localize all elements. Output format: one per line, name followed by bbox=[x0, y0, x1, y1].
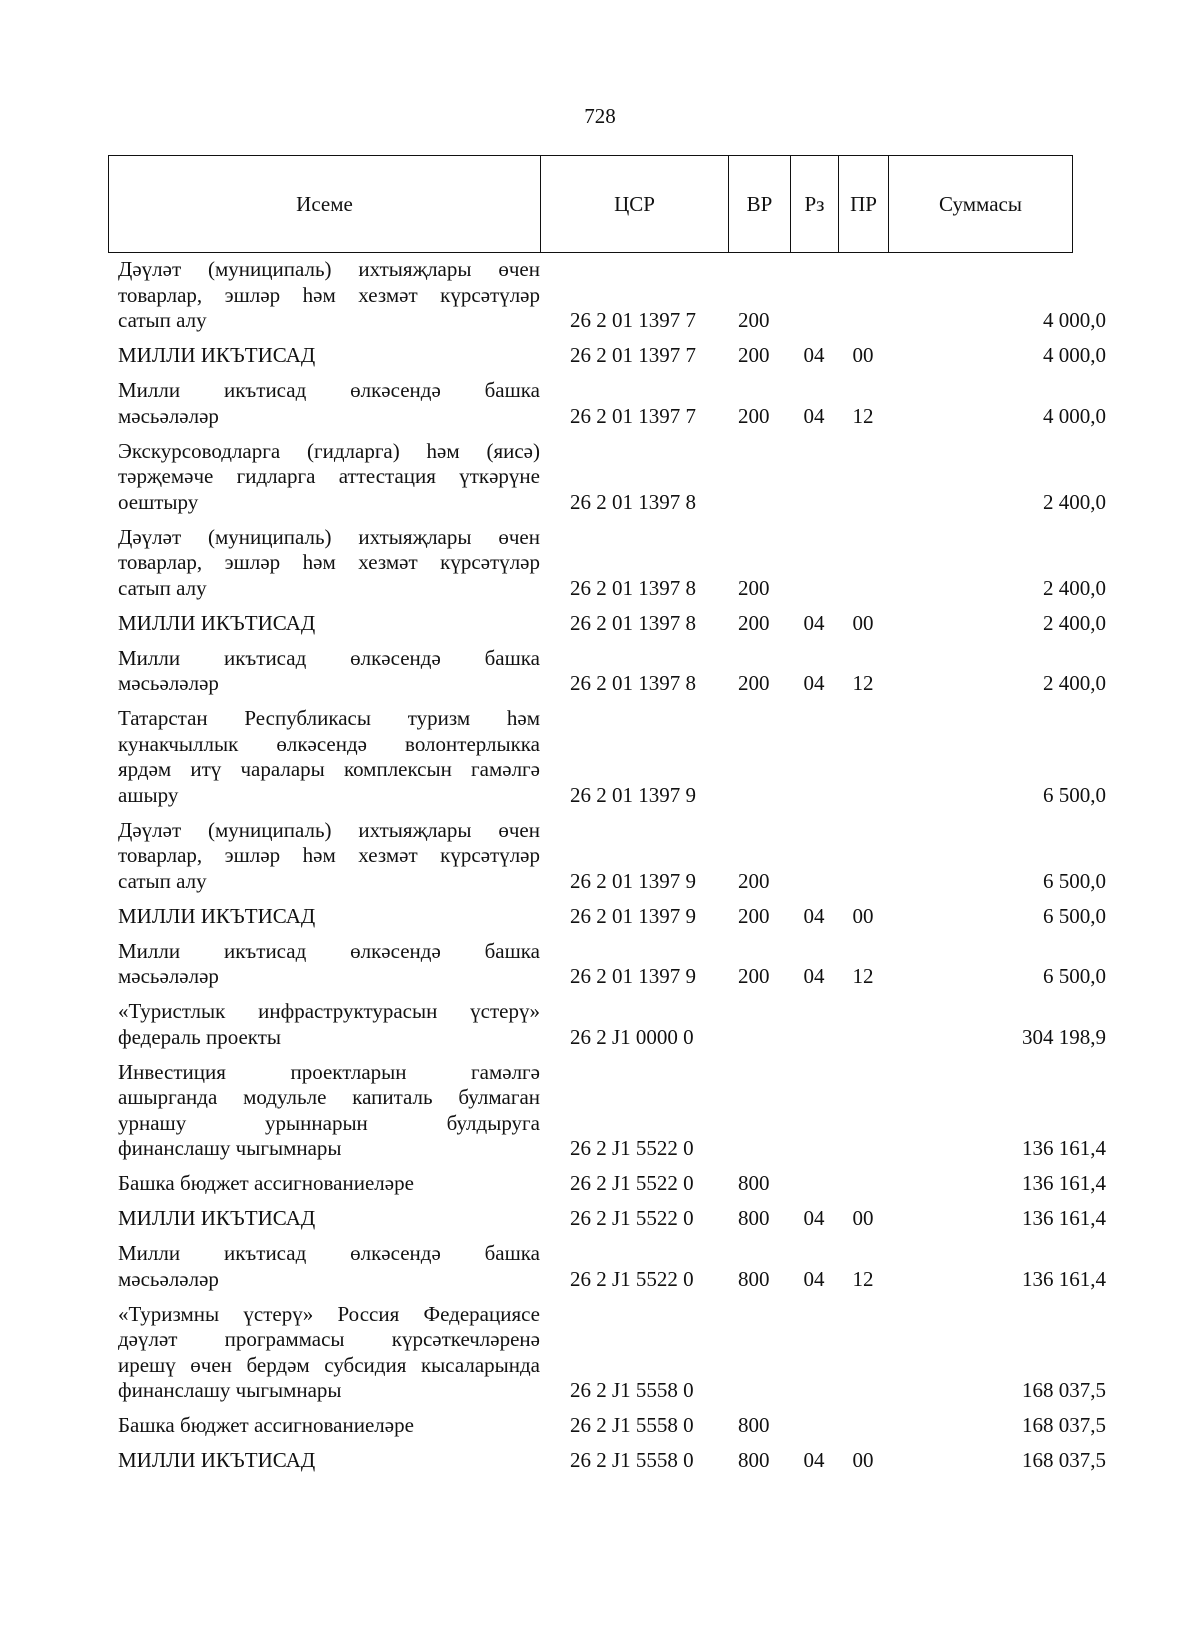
page-number: 728 bbox=[584, 104, 616, 128]
table-row bbox=[108, 706, 1118, 808]
row-name-line: финанслашу чыгымнары bbox=[118, 1136, 342, 1160]
row-csr: 26 2 01 1397 9 bbox=[570, 868, 696, 893]
row-vr: 200 bbox=[738, 903, 770, 928]
row-name bbox=[108, 1448, 540, 1474]
row-name-line: Милли икътисад өлкәсендә башка bbox=[118, 378, 540, 402]
row-name-line: товарлар, эшләр һәм хезмәт күрсәтүләр bbox=[118, 282, 540, 307]
table-row bbox=[108, 1060, 1118, 1162]
row-name-line: тәрҗемәче гидларга аттестация үткәрүне bbox=[118, 464, 540, 488]
row-pr: 00 bbox=[852, 1206, 874, 1230]
table-row bbox=[108, 378, 1118, 429]
row-name bbox=[108, 1171, 540, 1197]
row-name-line: сатып алу bbox=[118, 308, 207, 332]
row-name-line: Милли икътисад өлкәсендә башка bbox=[118, 1241, 540, 1265]
row-sum: 136 161,4 bbox=[1022, 1206, 1106, 1230]
row-name-line: Экскурсоводларга (гидларга) һәм (яисә) bbox=[118, 438, 540, 463]
row-name-line: МИЛЛИ ИКЪТИСАД bbox=[118, 610, 316, 635]
row-sum: 304 198,9 bbox=[1022, 1024, 1106, 1049]
row-sum: 6 500,0 bbox=[1043, 903, 1106, 928]
row-vr: 200 bbox=[738, 308, 770, 332]
row-csr: 26 2 01 1397 7 bbox=[570, 403, 696, 428]
row-name-line: Башка бюджет ассигнованиеләре bbox=[118, 1171, 414, 1195]
table-row bbox=[108, 611, 1118, 637]
row-rz: 04 bbox=[803, 1448, 825, 1472]
table-row bbox=[108, 1448, 1118, 1474]
row-sum: 4 000,0 bbox=[1043, 403, 1106, 428]
row-sum: 4 000,0 bbox=[1043, 343, 1106, 367]
table-header bbox=[108, 155, 1073, 253]
row-sum: 168 037,5 bbox=[1022, 1448, 1106, 1472]
row-name-line: финанслашу чыгымнары bbox=[118, 1378, 342, 1402]
row-csr: 26 2 01 1397 9 bbox=[570, 964, 696, 988]
row-sum: 2 400,0 bbox=[1043, 610, 1106, 635]
row-vr: 200 bbox=[738, 610, 770, 635]
row-name bbox=[108, 999, 540, 1050]
row-name-line: ярдәм итү чаралары комплексын гамәлгә bbox=[118, 757, 540, 781]
row-name bbox=[108, 343, 540, 369]
row-sum: 4 000,0 bbox=[1043, 308, 1106, 332]
row-name-line: МИЛЛИ ИКЪТИСАД bbox=[118, 1206, 316, 1230]
row-name-line: урнашу урыннарын булдыруга bbox=[118, 1110, 540, 1135]
row-pr: 00 bbox=[852, 610, 874, 635]
row-vr: 200 bbox=[738, 868, 770, 893]
row-rz: 04 bbox=[803, 610, 825, 635]
row-rz: 04 bbox=[803, 964, 825, 988]
row-name-line: сатып алу bbox=[118, 575, 207, 600]
table-row bbox=[108, 1241, 1118, 1292]
row-name-line: сатып алу bbox=[118, 868, 207, 893]
row-sum: 2 400,0 bbox=[1043, 671, 1106, 695]
header-pr: ПР bbox=[839, 156, 889, 253]
row-vr: 200 bbox=[738, 343, 770, 367]
row-name-line: Милли икътисад өлкәсендә башка bbox=[118, 938, 540, 963]
row-vr: 200 bbox=[738, 964, 770, 988]
table-row bbox=[108, 939, 1118, 990]
row-name bbox=[108, 525, 540, 602]
row-name bbox=[108, 904, 540, 930]
row-sum: 6 500,0 bbox=[1043, 964, 1106, 988]
row-sum: 168 037,5 bbox=[1022, 1413, 1106, 1437]
row-name-line: дәүләт программасы күрсәткечләренә bbox=[118, 1327, 540, 1351]
table-body bbox=[108, 257, 1118, 1483]
row-pr: 12 bbox=[852, 671, 874, 695]
row-csr: 26 2 J1 0000 0 bbox=[570, 1024, 694, 1049]
table-row bbox=[108, 646, 1118, 697]
row-name-line: мәсьәләләр bbox=[118, 1266, 219, 1291]
row-name bbox=[108, 611, 540, 637]
row-pr: 00 bbox=[852, 1448, 874, 1472]
table-row bbox=[108, 904, 1118, 930]
row-name-line: Дәүләт (муниципаль) ихтыяҗлары өчен bbox=[118, 524, 540, 549]
row-vr: 800 bbox=[738, 1171, 770, 1195]
row-pr: 00 bbox=[852, 903, 874, 928]
row-name-line: ирешү өчен бердәм субсидия кысаларында bbox=[118, 1352, 540, 1377]
row-name-line: Милли икътисад өлкәсендә башка bbox=[118, 645, 540, 670]
row-csr: 26 2 J1 5558 0 bbox=[570, 1448, 694, 1472]
row-name-line: МИЛЛИ ИКЪТИСАД bbox=[118, 343, 316, 367]
row-name bbox=[108, 1413, 540, 1439]
row-name-line: мәсьәләләр bbox=[118, 671, 219, 695]
row-rz: 04 bbox=[803, 403, 825, 428]
row-vr: 800 bbox=[738, 1413, 770, 1437]
row-name-line: ашырганда модульле капиталь булмаган bbox=[118, 1085, 540, 1109]
row-name-line: мәсьәләләр bbox=[118, 403, 219, 428]
row-name-line: кунакчыллык өлкәсендә волонтерлыкка bbox=[118, 731, 540, 756]
row-sum: 136 161,4 bbox=[1022, 1136, 1106, 1160]
header-sum: Суммасы bbox=[889, 156, 1073, 253]
row-name-line: ашыру bbox=[118, 782, 179, 807]
row-name bbox=[108, 706, 540, 808]
row-name bbox=[108, 1302, 540, 1404]
row-csr: 26 2 01 1397 9 bbox=[570, 903, 696, 928]
row-csr: 26 2 J1 5558 0 bbox=[570, 1378, 694, 1402]
row-csr: 26 2 J1 5522 0 bbox=[570, 1136, 694, 1160]
table-row bbox=[108, 343, 1118, 369]
row-csr: 26 2 01 1397 8 bbox=[570, 671, 696, 695]
row-name-line: федераль проекты bbox=[118, 1024, 281, 1049]
row-csr: 26 2 J1 5522 0 bbox=[570, 1206, 694, 1230]
row-name-line: мәсьәләләр bbox=[118, 964, 219, 988]
row-sum: 136 161,4 bbox=[1022, 1171, 1106, 1195]
row-name-line: Башка бюджет ассигнованиеләре bbox=[118, 1413, 414, 1437]
row-csr: 26 2 01 1397 7 bbox=[570, 308, 696, 332]
row-name-line: Дәүләт (муниципаль) ихтыяҗлары өчен bbox=[118, 257, 540, 281]
row-pr: 12 bbox=[852, 964, 874, 988]
row-rz: 04 bbox=[803, 903, 825, 928]
row-csr: 26 2 01 1397 8 bbox=[570, 489, 696, 514]
row-name-line: «Туристлык инфраструктурасын үстерү» bbox=[118, 999, 540, 1023]
row-name bbox=[108, 1060, 540, 1162]
row-name-line: товарлар, эшләр һәм хезмәт күрсәтүләр bbox=[118, 843, 540, 867]
row-vr: 200 bbox=[738, 575, 770, 600]
table-row bbox=[108, 525, 1118, 602]
table-row bbox=[108, 1413, 1118, 1439]
table-row bbox=[108, 1171, 1118, 1197]
row-name-line: Дәүләт (муниципаль) ихтыяҗлары өчен bbox=[118, 817, 540, 842]
row-csr: 26 2 J1 5522 0 bbox=[570, 1266, 694, 1291]
row-name-line: МИЛЛИ ИКЪТИСАД bbox=[118, 1448, 316, 1472]
table-row bbox=[108, 439, 1118, 516]
table-row bbox=[108, 818, 1118, 895]
row-sum: 6 500,0 bbox=[1043, 782, 1106, 807]
row-name bbox=[108, 818, 540, 895]
row-name bbox=[108, 1241, 540, 1292]
row-name-line: оештыру bbox=[118, 489, 199, 514]
header-vr: ВР bbox=[729, 156, 791, 253]
row-sum: 6 500,0 bbox=[1043, 868, 1106, 893]
table-row bbox=[108, 1302, 1118, 1404]
row-vr: 200 bbox=[738, 403, 770, 428]
row-rz: 04 bbox=[803, 343, 825, 367]
row-name-line: Инвестиция проектларын гамәлгә bbox=[118, 1059, 540, 1084]
header-rz: Рз bbox=[791, 156, 839, 253]
row-name-line: «Туризмны үстерү» Россия Федерациясе bbox=[118, 1301, 540, 1326]
row-name-line: Татарстан Республикасы туризм һәм bbox=[118, 706, 540, 730]
row-sum: 136 161,4 bbox=[1022, 1266, 1106, 1291]
row-vr: 200 bbox=[738, 671, 770, 695]
row-name bbox=[108, 939, 540, 990]
table-row bbox=[108, 257, 1118, 334]
row-name bbox=[108, 646, 540, 697]
row-rz: 04 bbox=[803, 671, 825, 695]
row-vr: 800 bbox=[738, 1206, 770, 1230]
row-rz: 04 bbox=[803, 1206, 825, 1230]
row-pr: 12 bbox=[852, 1266, 874, 1291]
row-sum: 2 400,0 bbox=[1043, 489, 1106, 514]
table-row bbox=[108, 1206, 1118, 1232]
row-pr: 12 bbox=[852, 403, 874, 428]
row-name bbox=[108, 1206, 540, 1232]
row-csr: 26 2 01 1397 9 bbox=[570, 782, 696, 807]
row-sum: 2 400,0 bbox=[1043, 575, 1106, 600]
row-rz: 04 bbox=[803, 1266, 825, 1291]
row-csr: 26 2 J1 5522 0 bbox=[570, 1171, 694, 1195]
row-name-line: товарлар, эшләр һәм хезмәт күрсәтүләр bbox=[118, 550, 540, 574]
row-csr: 26 2 J1 5558 0 bbox=[570, 1413, 694, 1437]
row-csr: 26 2 01 1397 8 bbox=[570, 610, 696, 635]
row-name-line: МИЛЛИ ИКЪТИСАД bbox=[118, 903, 316, 928]
row-csr: 26 2 01 1397 8 bbox=[570, 575, 696, 600]
row-sum: 168 037,5 bbox=[1022, 1378, 1106, 1402]
row-name bbox=[108, 378, 540, 429]
header-csr: ЦСР bbox=[541, 156, 729, 253]
row-csr: 26 2 01 1397 7 bbox=[570, 343, 696, 367]
row-vr: 800 bbox=[738, 1266, 770, 1291]
row-name bbox=[108, 257, 540, 334]
row-vr: 800 bbox=[738, 1448, 770, 1472]
table-row bbox=[108, 999, 1118, 1050]
row-pr: 00 bbox=[852, 343, 874, 367]
row-name bbox=[108, 439, 540, 516]
header-name: Исеме bbox=[109, 156, 541, 253]
